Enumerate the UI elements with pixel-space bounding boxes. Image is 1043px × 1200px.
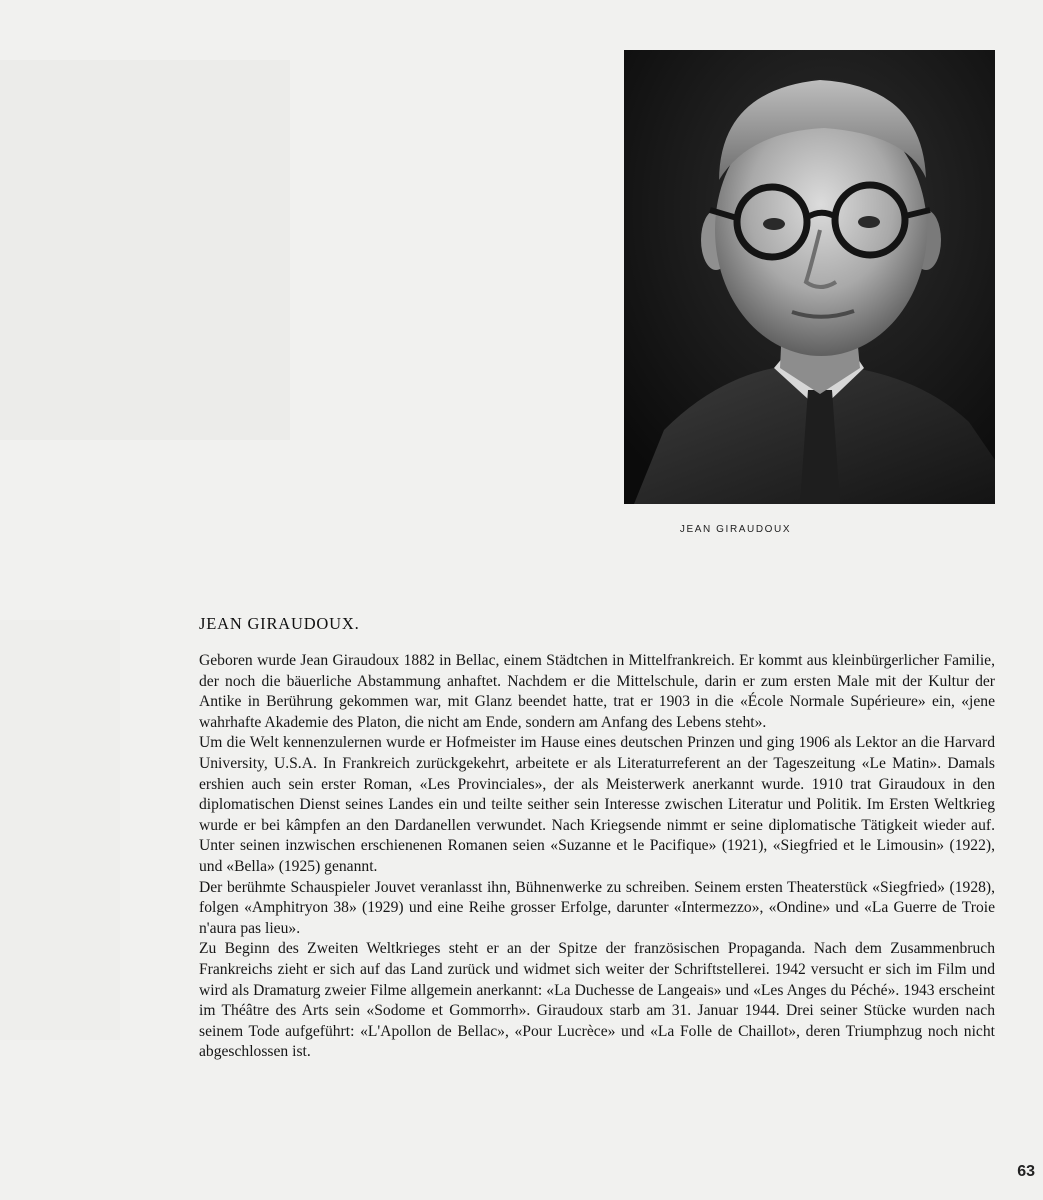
article-heading: JEAN GIRAUDOUX. <box>199 614 360 633</box>
article-paragraph: Zu Beginn des Zweiten Weltkrieges steht er an der Spitze der französischen Propaganda. Nach dem Zusammenbruch Frankreichs zieht er sich auf das Land zurück und widmet sich weiter der Schriftstellerei. 1942 versucht er sich im Film und wird als Dramaturg zweier Filme allgemein anerkannt: «La Duchesse de Langeais» und «Les Anges du Péché». 1943 erscheint im Théâtre des Arts sein «Sodome et Gommorrh». Giraudoux starb am 31. Januar 1944. Drei seiner Stücke wurden nach seinem Tode aufgeführt: «L'Apollon de Bellac», «Pour Lucrèce» und «La Folle de Chaillot», deren Triumphzug noch nicht abgeschlossen ist. <box>199 940 995 1061</box>
portrait-photo <box>624 50 995 504</box>
biography-article <box>199 614 995 1063</box>
faint-show-through <box>0 620 120 1040</box>
article-paragraph: Der berühmte Schauspieler Jouvet veranlasst ihn, Bühnenwerke zu schreiben. Seinem ersten Theaterstück «Siegfried» (1928), folgen «Amphitryon 38» (1929) und eine Reihe grosser Erfolge, darunter «Intermezzo», «Ondine» und «La Guerre de Troie n'aura pas lieu». <box>199 878 995 937</box>
photo-caption: JEAN GIRAUDOUX <box>679 524 792 535</box>
article-paragraph: Geboren wurde Jean Giraudoux 1882 in Bellac, einem Städtchen in Mittelfrankreich. Er kommt aus kleinbürgerlicher Familie, der noch die bäuerliche Abstammung anhaftet. Nachdem er die Mittelschule, darin er zum ersten Male mit der Kultur der Antike in Berührung gekommen war, mit Glanz beendet hatte, trat er 1903 in die «École Normale Supérieure» ein, «jene wahrhafte Akademie des Platon, die nicht am Ende, sondern am Anfang des Lebens steht». <box>199 652 995 731</box>
page-number: 63 <box>1017 1163 1035 1180</box>
faint-show-through <box>0 60 290 440</box>
portrait-illustration <box>624 50 995 504</box>
article-paragraph: Um die Welt kennenzulernen wurde er Hofmeister im Hause eines deutschen Prinzen und ging 1906 als Lektor an die Harvard University, U.S.A. In Frankreich zurückgekehrt, arbeitete er als Literaturreferent an der Tageszeitung «Le Matin». Damals ershien auch sein erster Roman, «Les Provinciales», der als Meisterwerk anerkannt wurde. 1910 trat Giraudoux in den diplomatischen Dienst seines Landes ein und teilte seither sein Interesse zwischen Literatur und Politik. Im Ersten Weltkrieg wurde er bei kâmpfen an den Dardanellen verwundet. Nach Kriegsende nimmt er seine diplomatische Tätigkeit wieder auf. Unter seinen inzwischen erschienenen Romanen seien «Suzanne et le Pacifique» (1921), «Siegfried et le Limousin» (1922), und «Bella» (1925) genannt. <box>199 734 995 875</box>
